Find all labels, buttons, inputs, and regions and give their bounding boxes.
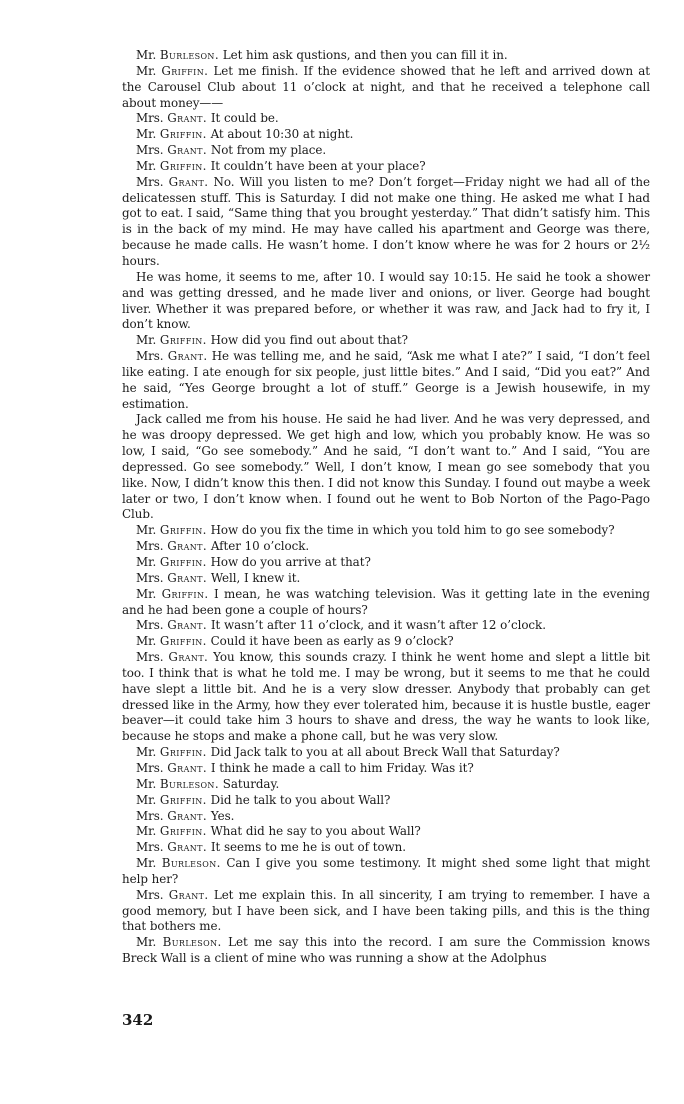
testimony-paragraph bbox=[122, 824, 650, 840]
testimony-paragraph bbox=[122, 539, 650, 555]
speaker-name: Grant. bbox=[167, 808, 208, 823]
testimony-paragraph bbox=[122, 159, 650, 175]
speech-text: It couldn’t have been at your place? bbox=[210, 158, 426, 173]
speech-text: Let him ask qustions, and then you can fill it in. bbox=[222, 48, 508, 62]
speaker-name: Griffin. bbox=[159, 127, 207, 142]
testimony-paragraph bbox=[122, 809, 650, 825]
speech-text: It wasn’t after 11 o’clock, and it wasn’t after 12 o’clock. bbox=[210, 618, 546, 633]
speaker-honorific: Mrs. bbox=[136, 618, 164, 633]
speaker-honorific: Mr. bbox=[136, 158, 157, 173]
speaker-name: Griffin. bbox=[159, 745, 207, 760]
speaker-honorific: Mrs. bbox=[136, 808, 164, 823]
speaker-honorific: Mrs. bbox=[136, 887, 164, 902]
testimony-paragraph bbox=[122, 745, 650, 761]
speech-text: At about 10:30 at night. bbox=[210, 127, 354, 142]
page-number: 342 bbox=[122, 1011, 154, 1029]
speaker-honorific: Mrs. bbox=[136, 760, 164, 775]
speaker-honorific: Mr. bbox=[136, 48, 157, 62]
speaker-honorific: Mrs. bbox=[136, 570, 164, 585]
speaker-honorific: Mr. bbox=[136, 333, 157, 348]
speech-text: Could it have been as early as 9 o’clock? bbox=[210, 634, 454, 649]
speaker-name: Burleson. bbox=[162, 935, 222, 950]
speaker-honorific: Mr. bbox=[136, 63, 157, 78]
testimony-paragraph bbox=[122, 777, 650, 793]
speech-text: Let me finish. If the evidence showed that he left and arrived down at the Carousel Club about 11 o’clock at night, and that he received a telephone call about money—— bbox=[122, 63, 651, 110]
speaker-name: Griffin. bbox=[159, 792, 207, 807]
speech-text: No. Will you listen to me? Don’t forget—Friday night we had all of the delicatessen stuff. This is Saturday. I did not make one thing. He asked me what I had got to eat. I said, “Same thing that you brought yesterday.” That didn’t satisfy him. This is in the back of my mind. He may have called his apartment and George was there, because he made calls. He wasn’t home. I don’t know where he was for 2 hours or 2½ hours. bbox=[122, 174, 650, 268]
speaker-name: Griffin. bbox=[159, 824, 207, 839]
speech-text: It could be. bbox=[210, 111, 279, 126]
speech-text: What did he say to you about Wall? bbox=[210, 824, 421, 839]
testimony-paragraph bbox=[122, 935, 650, 967]
speech-text: Did he talk to you about Wall? bbox=[210, 792, 391, 807]
speaker-name: Griffin. bbox=[159, 523, 207, 538]
testimony-body bbox=[122, 48, 650, 967]
testimony-paragraph bbox=[122, 412, 650, 523]
speaker-name: Grant. bbox=[167, 760, 208, 775]
speech-text: Let me explain this. In all sincerity, I am trying to remember. I have a good memory, but I have been sick, and I have been taking pills, and this is the thing that bothers me. bbox=[122, 887, 651, 934]
speech-text: Let me say this into the record. I am sure the Commission knows Breck Wall is a client of mine who was running a show at the Adolphus bbox=[122, 935, 651, 966]
speaker-honorific: Mr. bbox=[136, 523, 157, 538]
speaker-honorific: Mr. bbox=[136, 824, 157, 839]
speaker-name: Grant. bbox=[168, 650, 209, 665]
speech-text: I think he made a call to him Friday. Was it? bbox=[210, 760, 474, 775]
speaker-name: Griffin. bbox=[159, 333, 207, 348]
speaker-honorific: Mr. bbox=[136, 586, 157, 601]
speaker-honorific: Mr. bbox=[136, 745, 157, 760]
speech-text: He was home, it seems to me, after 10. I would say 10:15. He said he took a shower and was getting dressed, and he made liver and onions, or liver. George had bought liver. Whether it was prepared before, or whether it was raw, and Jack had to fry it, I don’t know. bbox=[122, 269, 650, 332]
speech-text: How do you fix the time in which you told him to go see somebody? bbox=[210, 523, 615, 538]
speaker-name: Griffin. bbox=[159, 634, 207, 649]
speaker-honorific: Mrs. bbox=[136, 840, 164, 855]
speaker-honorific: Mr. bbox=[136, 856, 157, 871]
testimony-paragraph bbox=[122, 48, 650, 64]
testimony-paragraph bbox=[122, 127, 650, 143]
speaker-name: Grant. bbox=[167, 570, 208, 585]
speaker-name: Grant. bbox=[167, 618, 208, 633]
speech-text: You know, this sounds crazy. I think he went home and slept a little bit too. I think that is what he told me. I may be wrong, but it seems to me that he could have slept a little bit. And he is a very slow dresser. Anybody that probably can get dressed like in the Army, how they ever tolerated him, because it is hustle bustle, eager beaver—it could take him 3 hours to shave and dress, the way he wants to look like, because he stops and make a phone call, but he was very slow. bbox=[122, 650, 651, 744]
speaker-honorific: Mrs. bbox=[136, 539, 164, 554]
speech-text: It seems to me he is out of town. bbox=[210, 840, 407, 855]
testimony-paragraph bbox=[122, 143, 650, 159]
speaker-name: Grant. bbox=[168, 887, 209, 902]
speaker-name: Grant. bbox=[167, 111, 208, 126]
testimony-paragraph bbox=[122, 571, 650, 587]
speaker-name: Burleson. bbox=[161, 856, 221, 871]
speaker-honorific: Mr. bbox=[136, 634, 157, 649]
testimony-paragraph bbox=[122, 856, 650, 888]
speech-text: How did you find out about that? bbox=[210, 333, 408, 348]
speaker-name: Griffin. bbox=[159, 158, 207, 173]
speech-text: He was telling me, and he said, “Ask me what I ate?” I said, “I don’t feel like eating. I ate enough for six people, just little bites.” And I said, “Did you eat?” And he said, “Yes George brought a lot of stuff.” George is a Jewish housewife, in my estimation. bbox=[122, 349, 650, 411]
testimony-paragraph bbox=[122, 618, 650, 634]
testimony-paragraph bbox=[122, 888, 650, 936]
speech-text: After 10 o’clock. bbox=[210, 539, 310, 554]
testimony-paragraph bbox=[122, 761, 650, 777]
speaker-honorific: Mrs. bbox=[136, 143, 164, 158]
speaker-honorific: Mrs. bbox=[136, 349, 164, 364]
testimony-paragraph bbox=[122, 64, 650, 112]
speaker-name: Burleson. bbox=[159, 776, 219, 791]
speaker-honorific: Mrs. bbox=[136, 174, 164, 189]
speaker-name: Griffin. bbox=[159, 555, 207, 569]
speaker-name: Grant. bbox=[167, 349, 208, 364]
testimony-paragraph bbox=[122, 840, 650, 856]
speaker-honorific: Mrs. bbox=[136, 650, 164, 665]
testimony-paragraph bbox=[122, 175, 650, 270]
speaker-name: Grant. bbox=[168, 174, 209, 189]
speech-text: Saturday. bbox=[222, 776, 280, 791]
speaker-honorific: Mr. bbox=[136, 555, 157, 569]
testimony-paragraph bbox=[122, 333, 650, 349]
speaker-name: Grant. bbox=[167, 539, 208, 554]
speech-text: Not from my place. bbox=[210, 143, 327, 158]
speaker-name: Griffin. bbox=[161, 586, 209, 601]
speaker-name: Burleson. bbox=[159, 48, 219, 62]
testimony-paragraph bbox=[122, 634, 650, 650]
speaker-honorific: Mr. bbox=[136, 935, 157, 950]
speech-text: Did Jack talk to you at all about Breck Wall that Saturday? bbox=[210, 745, 560, 760]
speaker-name: Griffin. bbox=[161, 63, 209, 78]
speaker-name: Grant. bbox=[167, 143, 208, 158]
speech-text: Can I give you some testimony. It might shed some light that might help her? bbox=[122, 856, 650, 886]
speaker-name: Grant. bbox=[167, 840, 208, 855]
testimony-paragraph bbox=[122, 555, 650, 571]
speaker-honorific: Mr. bbox=[136, 127, 157, 142]
testimony-paragraph bbox=[122, 349, 650, 412]
speech-text: How do you arrive at that? bbox=[210, 555, 371, 569]
speaker-honorific: Mrs. bbox=[136, 111, 164, 126]
speech-text: Jack called me from his house. He said he had liver. And he was very depressed, and he was droopy depressed. We get high and low, which you probably know. He was so low, I said, “Go see somebody.” And he said, “I don’t want to.” And I said, “You are depressed. Go see somebody.” Well, I don’t know, I mean go see somebody that you like. Now, I didn’t know this then. I did not know this Sunday. I found out maybe a week later or two, I don’t know when. I found out he went to Bob Norton of the Pago-Pago Club. bbox=[122, 412, 650, 522]
testimony-paragraph bbox=[122, 587, 650, 619]
speaker-honorific: Mr. bbox=[136, 792, 157, 807]
speech-text: I mean, he was watching television. Was it getting late in the evening and he had been gone a couple of hours? bbox=[122, 586, 650, 617]
speech-text: Yes. bbox=[210, 808, 235, 823]
testimony-paragraph bbox=[122, 270, 650, 333]
speaker-honorific: Mr. bbox=[136, 776, 157, 791]
transcript-page bbox=[122, 48, 650, 967]
testimony-paragraph bbox=[122, 650, 650, 745]
testimony-paragraph bbox=[122, 111, 650, 127]
testimony-paragraph bbox=[122, 523, 650, 539]
speech-text: Well, I knew it. bbox=[210, 570, 301, 585]
testimony-paragraph bbox=[122, 793, 650, 809]
